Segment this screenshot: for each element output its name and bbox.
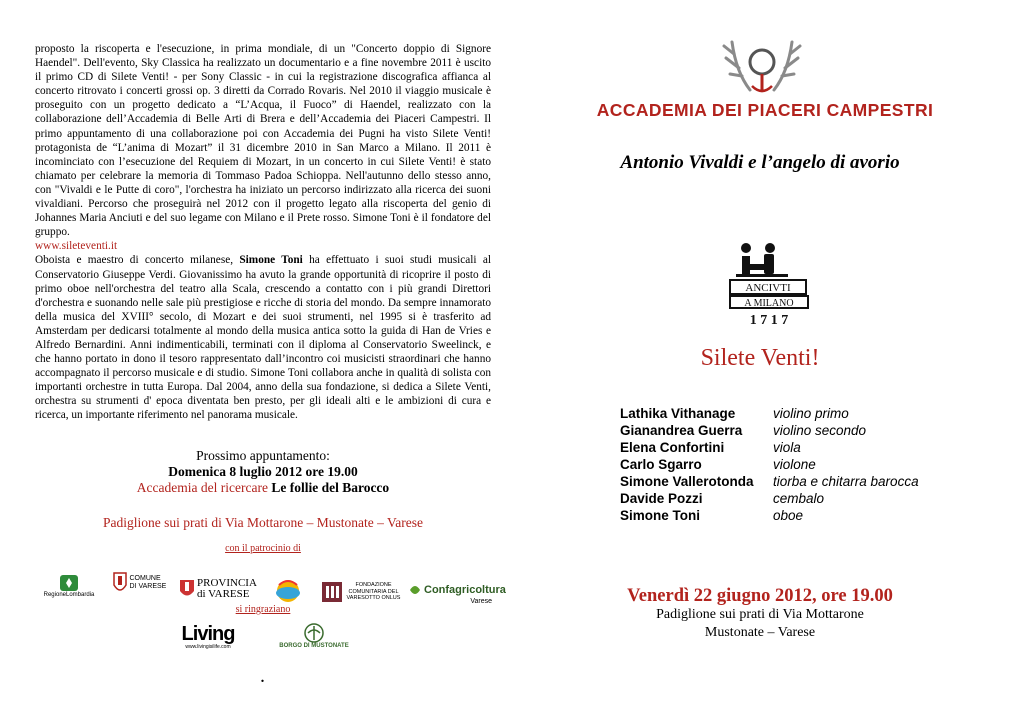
roster-row [620,490,960,507]
roster-row [620,422,960,439]
musician-name: Davide Pozzi [620,491,703,506]
roster-row [620,473,960,490]
musician-name: Elena Confortini [620,440,725,455]
living-logo: Living www.livingisilife.com [181,623,235,650]
musician-role: violone [773,457,816,472]
comune-varese-logo: COMUNE DI VARESE [108,566,172,600]
next-event-label: Prossimo appuntamento: [196,448,330,463]
stray-dot: . [260,665,265,687]
fondazione-comunitaria-logo: FONDAZIONE COMUNITARIA DEL VARESOTTO ONLUS [318,578,404,606]
next-event-title: Accademia del ricercare Le follie del Barocco [136,480,390,495]
musician-name: Simone Toni [620,508,700,523]
antler-horn-crest-icon [722,32,802,98]
roster-row [620,405,960,422]
borgo-mustonate-logo: BORGO DI MUSTONATE [276,618,352,654]
biography-text [35,42,491,423]
confagricoltura-logo: Confagricoltura Varese [408,578,492,608]
anciuti-seal-icon [728,240,810,328]
roster-row [620,507,960,524]
svg-text:1 7 1 7: 1 7 1 7 [749,313,789,328]
roster-row [620,456,960,473]
musician-role: cembalo [773,491,825,506]
next-event-date: Domenica 8 luglio 2012 ore 19.00 [168,464,358,479]
roster-row [620,439,960,456]
musician-roster [620,405,960,524]
musician-name: Gianandrea Guerra [620,423,743,438]
patronage-label: con il patrocinio di [225,543,301,554]
concert-title: Antonio Vivaldi e l’angelo di avorio [620,152,900,173]
musician-role: violino secondo [773,423,867,438]
regione-lombardia-logo: RegioneLombardia [36,566,102,606]
svg-text:ANCIVTI: ANCIVTI [745,282,791,294]
musician-role: violino primo [773,406,849,421]
musician-name: Carlo Sgarro [620,457,702,472]
concert-venue-line2: Mustonate – Varese [704,625,816,640]
next-event [35,448,491,496]
website-link[interactable]: www.sileteventi.it [35,240,118,253]
organization-name: ACCADEMIA DEI PIACERI CAMPESTRI [596,100,934,120]
concert-date: Venerdì 22 giugno 2012, ore 19.00 [627,586,893,606]
ensemble-name: Silete Venti! [700,345,820,371]
musician-role: tiorba e chitarra barocca [773,474,919,489]
thanks-label: si ringraziano [235,604,291,615]
musician-role: oboe [773,508,804,523]
musician-name: Simone Vallerotonda [620,474,754,489]
lucca-logo [266,572,310,608]
svg-text:A MILANO: A MILANO [744,298,794,309]
next-event-venue: Padiglione sui prati di Via Mottarone – Mustonate – Varese [102,515,423,530]
musician-name: Lathika Vithanage [620,406,736,421]
concert-venue-line1: Padiglione sui prati di Via Mottarone [656,607,864,622]
provincia-varese-logo: PROVINCIA di VARESE [177,575,261,603]
musician-role: viola [773,440,801,455]
simone-toni-paragraph: Oboista e maestro di concerto milanese, Simone Toni ha effettuato i suoi studi musicali al Conservatorio Giuseppe Verdi. Giovanissimo ha avuto la grande opportunità di ricoprire il posto di primo oboe nell'orchestra del teatro alla Scala, crescendo a contatto con i più grandi Direttori d'orchestra e suonando nelle sale più prestigiose e ricche di storia del mondo. Da sempre innamorato della musica del XVIII° secolo, di Mozart e dei suoi strumenti, nel 1995 si è trasferito ad Amsterdam per dedicarsi totalmente al mondo della musica antica sotto la guida di Han de Vries e Alfredo Bernardini. Anni indimenticabili, terminati con il diploma al Conservatorio Sweelinck, e che hanno portato in dono il tesoro rappresentato dall’incontro coi musicisti straordinari che hanno accompagnato il percorso musicale e di studio. Simone Toni collabora anche in qualità di solista con importanti orchestre in tutta Europa. Dal 2004, anno della sua fondazione, si dedica a Silete Venti, orchestra su strumenti d' epoca diventata ben presto, per gli ideali alti e le ambizioni di cura e ricerca, un importante riferimento nel panorama musicale. [35,254,492,422]
ensemble-history-paragraph: proposto la riscoperta e l'esecuzione, in prima mondiale, di un "Concerto doppio di Signore Haendel". Dell'evento, Sky Classica ha realizzato un documentario e a fine novembre 2011 è uscito il primo CD di Silete Venti! - per Sony Classic - in cui la registrazione discografica affianca al concerto ritrovato i concerti grossi op. 3 diretti da Corrado Rovaris. Nel 2010 il viaggio musicale è proseguito con un progetto dedicato a “L’Acqua, il Fuoco” di Haendel, realizzato con la collaborazione dell’Accademia di Belle Arti di Brera e dell’Accademia dei Piaceri Campestri. Il primo appuntamento di una collaborazione poi con Accademia dei Pugni ha visto Silete Venti! protagonista de “L’anima di Mozart” il 31 dicembre 2010 in San Marco a Milano. Il 2011 è incominciato con l’esecuzione del Requiem di Mozart, in un concerto in cui Silete Venti! è stato chiamato per celebrare la memoria di Tommaso Padoa Schioppa. Nell'autunno dello stesso anno, con "Vivaldi e le Putte di coro", l'orchestra ha iniziato un percorso indirizzato alla ricerca dei suoni vivaldiani. Percorso che proseguirà nel 2012 con il progetto legato alla riscoperta del genio di Johannes Maria Anciuti e del suo legame con Milano e il Prete rosso. Simone Toni è il fondatore del gruppo. [35,43,491,239]
